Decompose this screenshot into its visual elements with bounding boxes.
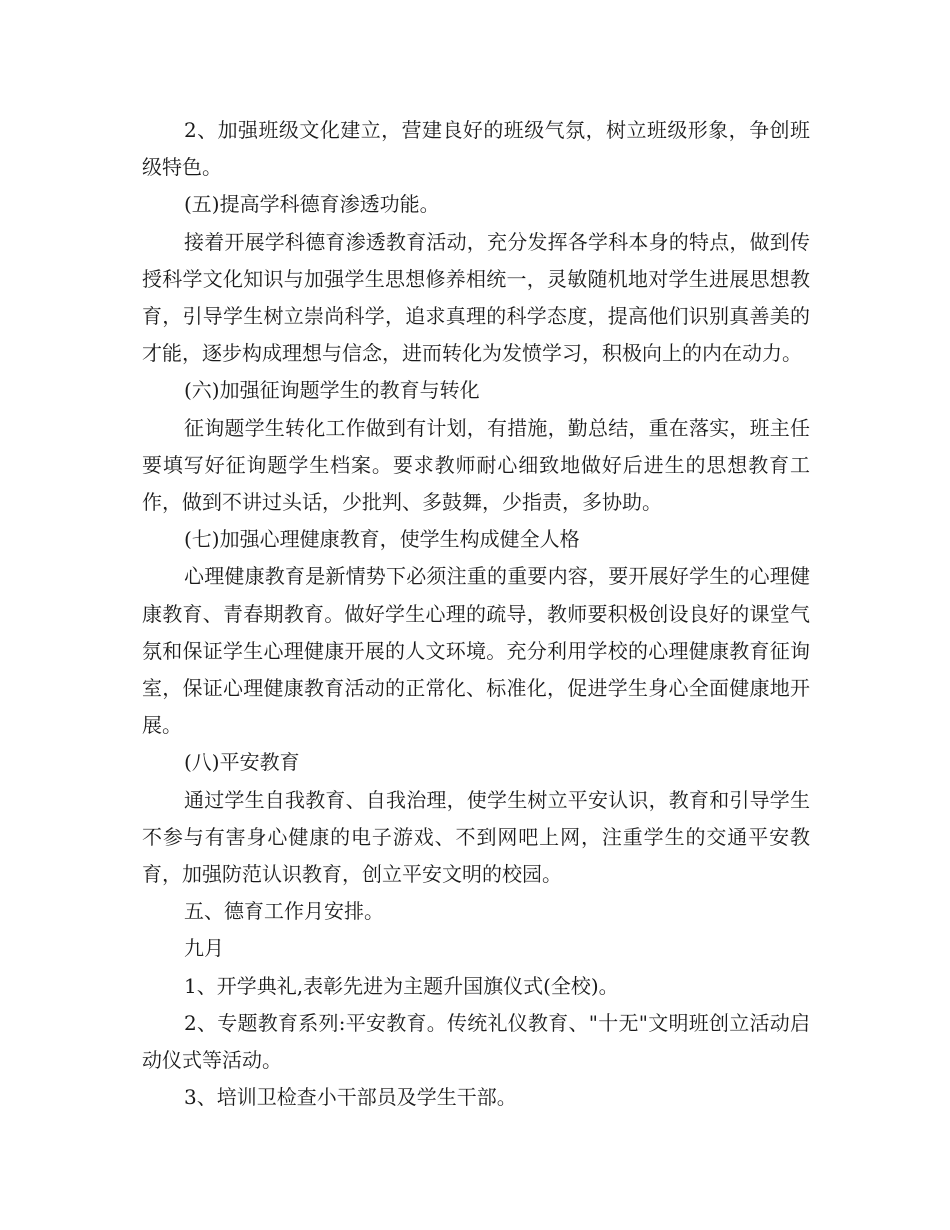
paragraph-mental-health: 心理健康教育是新情势下必须注重的重要内容，要开展好学生的心理健康教育、青春期教育。做好学生心理的疏导，教师要积极创设良好的课堂气氛和保证学生心理健康开展的人文环境。充分利用学校的心理健康教育征询室，保证心理健康教育活动的正常化、标准化，促进学生身心全面健康地开展。 (142, 564, 810, 738)
list-item-topic-education: 2、专题教育系列:平安教育。传统礼仪教育、"十无"文明班创立活动启动仪式等活动。 (142, 1010, 810, 1073)
heading-mental-health: (七)加强心理健康教育，使学生构成健全人格 (184, 527, 580, 552)
heading-subject-moral-education: (五)提高学科德育渗透功能。 (184, 192, 440, 217)
paragraph-class-culture: 2、加强班级文化建立，营建良好的班级气氛，树立班级形象，争创班级特色。 (142, 118, 810, 180)
paragraph-problem-students: 征询题学生转化工作做到有计划，有措施，勤总结，重在落实，班主任要填写好征询题学生档案。要求教师耐心细致地做好后进生的思想教育工作，做到不讲过头话，少批判、多鼓舞，少指责，多协助。 (142, 415, 810, 515)
heading-problem-students: (六)加强征询题学生的教育与转化 (184, 378, 480, 403)
heading-monthly-schedule: 五、德育工作月安排。 (184, 899, 384, 924)
list-item-opening-ceremony: 1、开学典礼,表彰先进为主题升国旗仪式(全校)。 (184, 973, 619, 998)
paragraph-subject-moral-education: 接着开展学科德育渗透教育活动，充分发挥各学科本身的特点，做到传授科学文化知识与加强学生思想修养相统一，灵敏随机地对学生进展思想教育，引导学生树立崇尚科学，追求真理的科学态度，提高他们识别真善美的才能，逐步构成理想与信念，进而转化为发愤学习，积极向上的内在动力。 (142, 229, 810, 366)
paragraph-safety-education: 通过学生自我教育、自我治理，使学生树立平安认识，教育和引导学生不参与有害身心健康的电子游戏、不到网吧上网，注重学生的交通平安教育，加强防范认识教育，创立平安文明的校园。 (142, 787, 810, 887)
heading-september: 九月 (184, 936, 224, 961)
document-body (142, 112, 810, 1116)
heading-safety-education: (八)平安教育 (184, 750, 300, 775)
list-item-training: 3、培训卫检查小干部员及学生干部。 (184, 1085, 517, 1110)
